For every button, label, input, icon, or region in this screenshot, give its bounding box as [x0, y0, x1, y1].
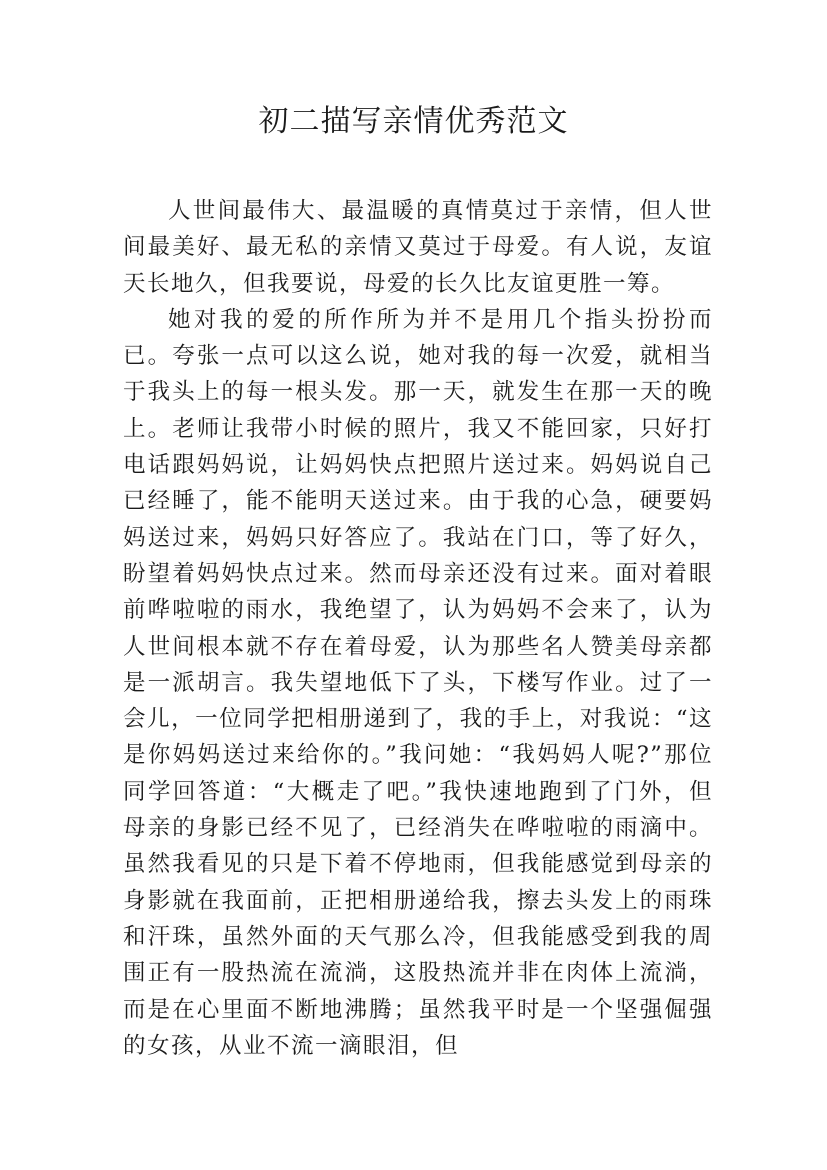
document-body	[123, 193, 713, 1064]
document-title: 初二描写亲情优秀范文	[258, 104, 569, 139]
paragraph: 人世间最伟大、最温暖的真情莫过于亲情，但人世间最美好、最无私的亲情又莫过于母爱。有人说，友谊天长地久，但我要说，母爱的长久比友谊更胜一筹。	[123, 198, 713, 297]
paragraph: 她对我的爱的所作所为并不是用几个指头扮扮而已。夸张一点可以这么说，她对我的每一次爱，就相当于我头上的每一根头发。那一天，就发生在那一天的晚上。老师让我带小时候的照片，我又不能回家，只好打电话跟妈妈说，让妈妈快点把照片送过来。妈妈说自己已经睡了，能不能明天送过来。由于我的心急，硬要妈妈送过来，妈妈只好答应了。我站在门口，等了好久，盼望着妈妈快点过来。然而母亲还没有过来。面对着眼前哗啦啦的雨水，我绝望了，认为妈妈不会来了，认为人世间根本就不存在着母爱，认为那些名人赞美母亲都是一派胡言。我失望地低下了头，下楼写作业。过了一会儿，一位同学把相册递到了，我的手上，对我说：“这是你妈妈送过来给你的。”我问她：“我妈妈人呢?”那位同学回答道：“大概走了吧。”我快速地跑到了门外，但母亲的身影已经不见了，已经消失在哗啦啦的雨滴中。虽然我看见的只是下着不停地雨，但我能感觉到母亲的身影就在我面前，正把相册递给我，擦去头发上的雨珠和汗珠，虽然外面的天气那么冷，但我能感受到我的周围正有一股热流在流淌，这股热流并非在肉体上流淌，而是在心里面不断地沸腾；虽然我平时是一个坚强倔强的女孩，从业不流一滴眼泪，但	[123, 306, 713, 1059]
